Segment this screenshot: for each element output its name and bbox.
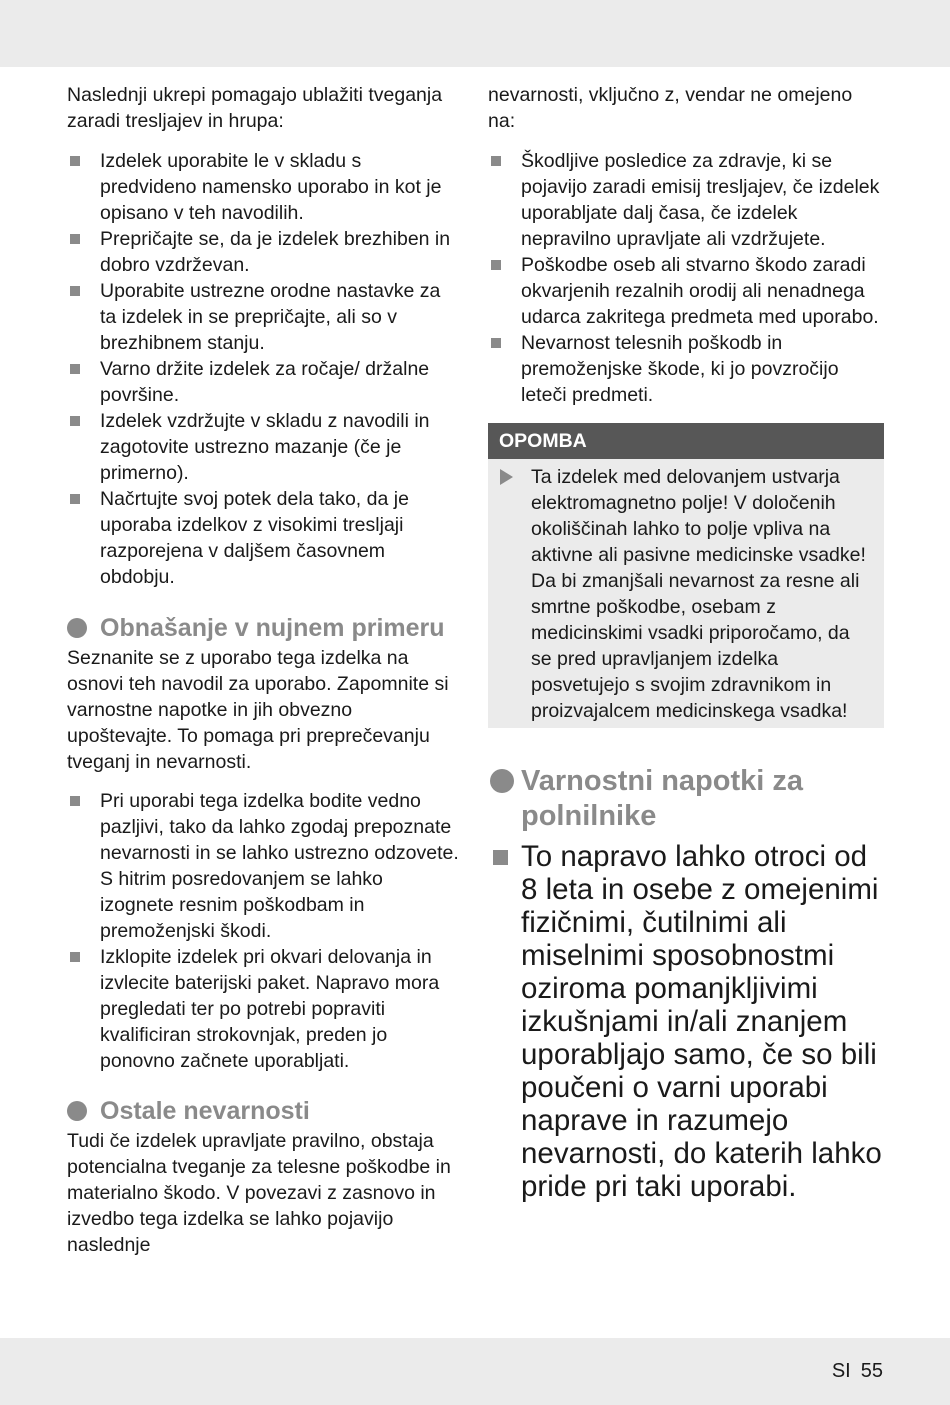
list-item: Načrtujte svoj potek dela tako, da je uporaba izdelkov z visokimi tresljaji razporejena v daljšem časovnem obdobju.	[67, 486, 462, 590]
page-number: 55	[860, 1360, 883, 1382]
square-bullet-icon	[70, 416, 80, 426]
risks-continuation: nevarnosti, vključno z, vendar ne omejeno na:	[488, 84, 853, 132]
vibration-intro: Naslednji ukrepi pomagajo ublažiti tveganja zaradi tresljajev in hrupa:	[67, 84, 443, 132]
square-bullet-icon	[491, 260, 501, 270]
note-text: Ta izdelek med delovanjem ustvarja elektromagnetno polje! V določenih okoliščinah lahko to polje vpliva na aktivne ali pasivne medicinske vsadke! Da bi zmanjšali nevarnost za resne ali smrtne poškodbe, osebam z medicinskimi vsadki priporočamo, da se pred upravljanjem izdelka posvetujejo s svojim zdravnikom in proizvajalcem medicinskega vsadka!	[531, 466, 866, 722]
header-band	[0, 0, 950, 67]
square-bullet-icon	[70, 156, 80, 166]
square-bullet-icon	[70, 796, 80, 806]
left-column	[67, 82, 462, 1258]
square-bullet-icon	[493, 850, 508, 865]
charger-heading: Varnostni napotki za polnilnike	[488, 764, 884, 834]
square-bullet-icon	[70, 952, 80, 962]
list-item: Uporabite ustrezne orodne nastavke za ta izdelek in se prepričajte, ali so v brezhibnem stanju.	[67, 278, 462, 356]
triangle-arrow-icon	[500, 469, 513, 485]
circle-bullet-icon	[490, 769, 514, 793]
square-bullet-icon	[70, 364, 80, 374]
other-risks-heading: Ostale nevarnosti	[67, 1096, 462, 1126]
footer-band	[0, 1338, 950, 1405]
emergency-text: Seznanite se z uporabo tega izdelka na osnovi teh navodil za uporabo. Zapomnite si varnostne napotke in jih obvezno upoštevajte. To pomaga pri preprečevanju tveganj in nevarnosti.	[67, 647, 449, 773]
square-bullet-icon	[70, 234, 80, 244]
list-item: Izdelek vzdržujte v skladu z navodili in zagotovite ustrezno mazanje (če je primerno).	[67, 408, 462, 486]
risks-list	[488, 148, 884, 408]
list-item: Škodljive posledice za zdravje, ki se pojavijo zaradi emisij tresljajev, če izdelek uporabljate dalj časa, če izdelek nepravilno upravljate ali vzdržujete.	[488, 148, 884, 252]
other-risks-text: Tudi če izdelek upravljate pravilno, obstaja potencialna tveganje za telesne poškodbe in materialno škodo. V povezavi z zasnovo in izvedbo tega izdelka se lahko pojavijo naslednje	[67, 1130, 451, 1256]
language-code: SI	[831, 1360, 851, 1382]
list-item: Izdelek uporabite le v skladu s predvideno namensko uporabo in kot je opisano v teh navodilih.	[67, 148, 462, 226]
note-content	[488, 459, 884, 728]
list-item: Izklopite izdelek pri okvari delovanja in izvlecite baterijski paket. Napravo mora pregledati ter po potrebi popraviti kvalificiran strokovnjak, preden jo ponovno začnete uporabljati.	[67, 944, 462, 1074]
vibration-measures-list	[67, 148, 462, 590]
square-bullet-icon	[70, 494, 80, 504]
square-bullet-icon	[491, 338, 501, 348]
circle-bullet-icon	[67, 1101, 87, 1121]
note-box	[488, 423, 884, 728]
list-item: Varno držite izdelek za ročaje/ držalne površine.	[67, 356, 462, 408]
list-item: Nevarnost telesnih poškodb in premoženjske škode, ki jo povzročijo leteči predmeti.	[488, 330, 884, 408]
emergency-list	[67, 788, 462, 1074]
charger-warning: To napravo lahko otroci od 8 leta in osebe z omejenimi fizičnimi, čutilnimi ali miselnimi sposobnostmi oziroma pomanjkljivimi izkušnjami in/ali znanjem uporabljajo samo, če so bili poučeni o varni uporabi naprave in razumejo nevarnosti, do katerih lahko pride pri taki uporabi.	[488, 840, 884, 1203]
right-column	[488, 82, 884, 1203]
list-item: Pri uporabi tega izdelka bodite vedno pazljivi, tako da lahko zgodaj prepoznate nevarnosti in se lahko ustrezno odzovete. S hitrim posredovanjem se lahko izognete resnim poškodbam in premoženjski škodi.	[67, 788, 462, 944]
list-item: Prepričajte se, da je izdelek brezhiben in dobro vzdrževan.	[67, 226, 462, 278]
emergency-heading: Obnašanje v nujnem primeru	[67, 613, 462, 643]
list-item: Poškodbe oseb ali stvarno škodo zaradi okvarjenih rezalnih orodij ali nenadnega udarca zakritega predmeta med uporabo.	[488, 252, 884, 330]
page-footer	[832, 1360, 883, 1383]
circle-bullet-icon	[67, 618, 87, 638]
note-title: OPOMBA	[488, 423, 884, 459]
square-bullet-icon	[70, 286, 80, 296]
square-bullet-icon	[491, 156, 501, 166]
